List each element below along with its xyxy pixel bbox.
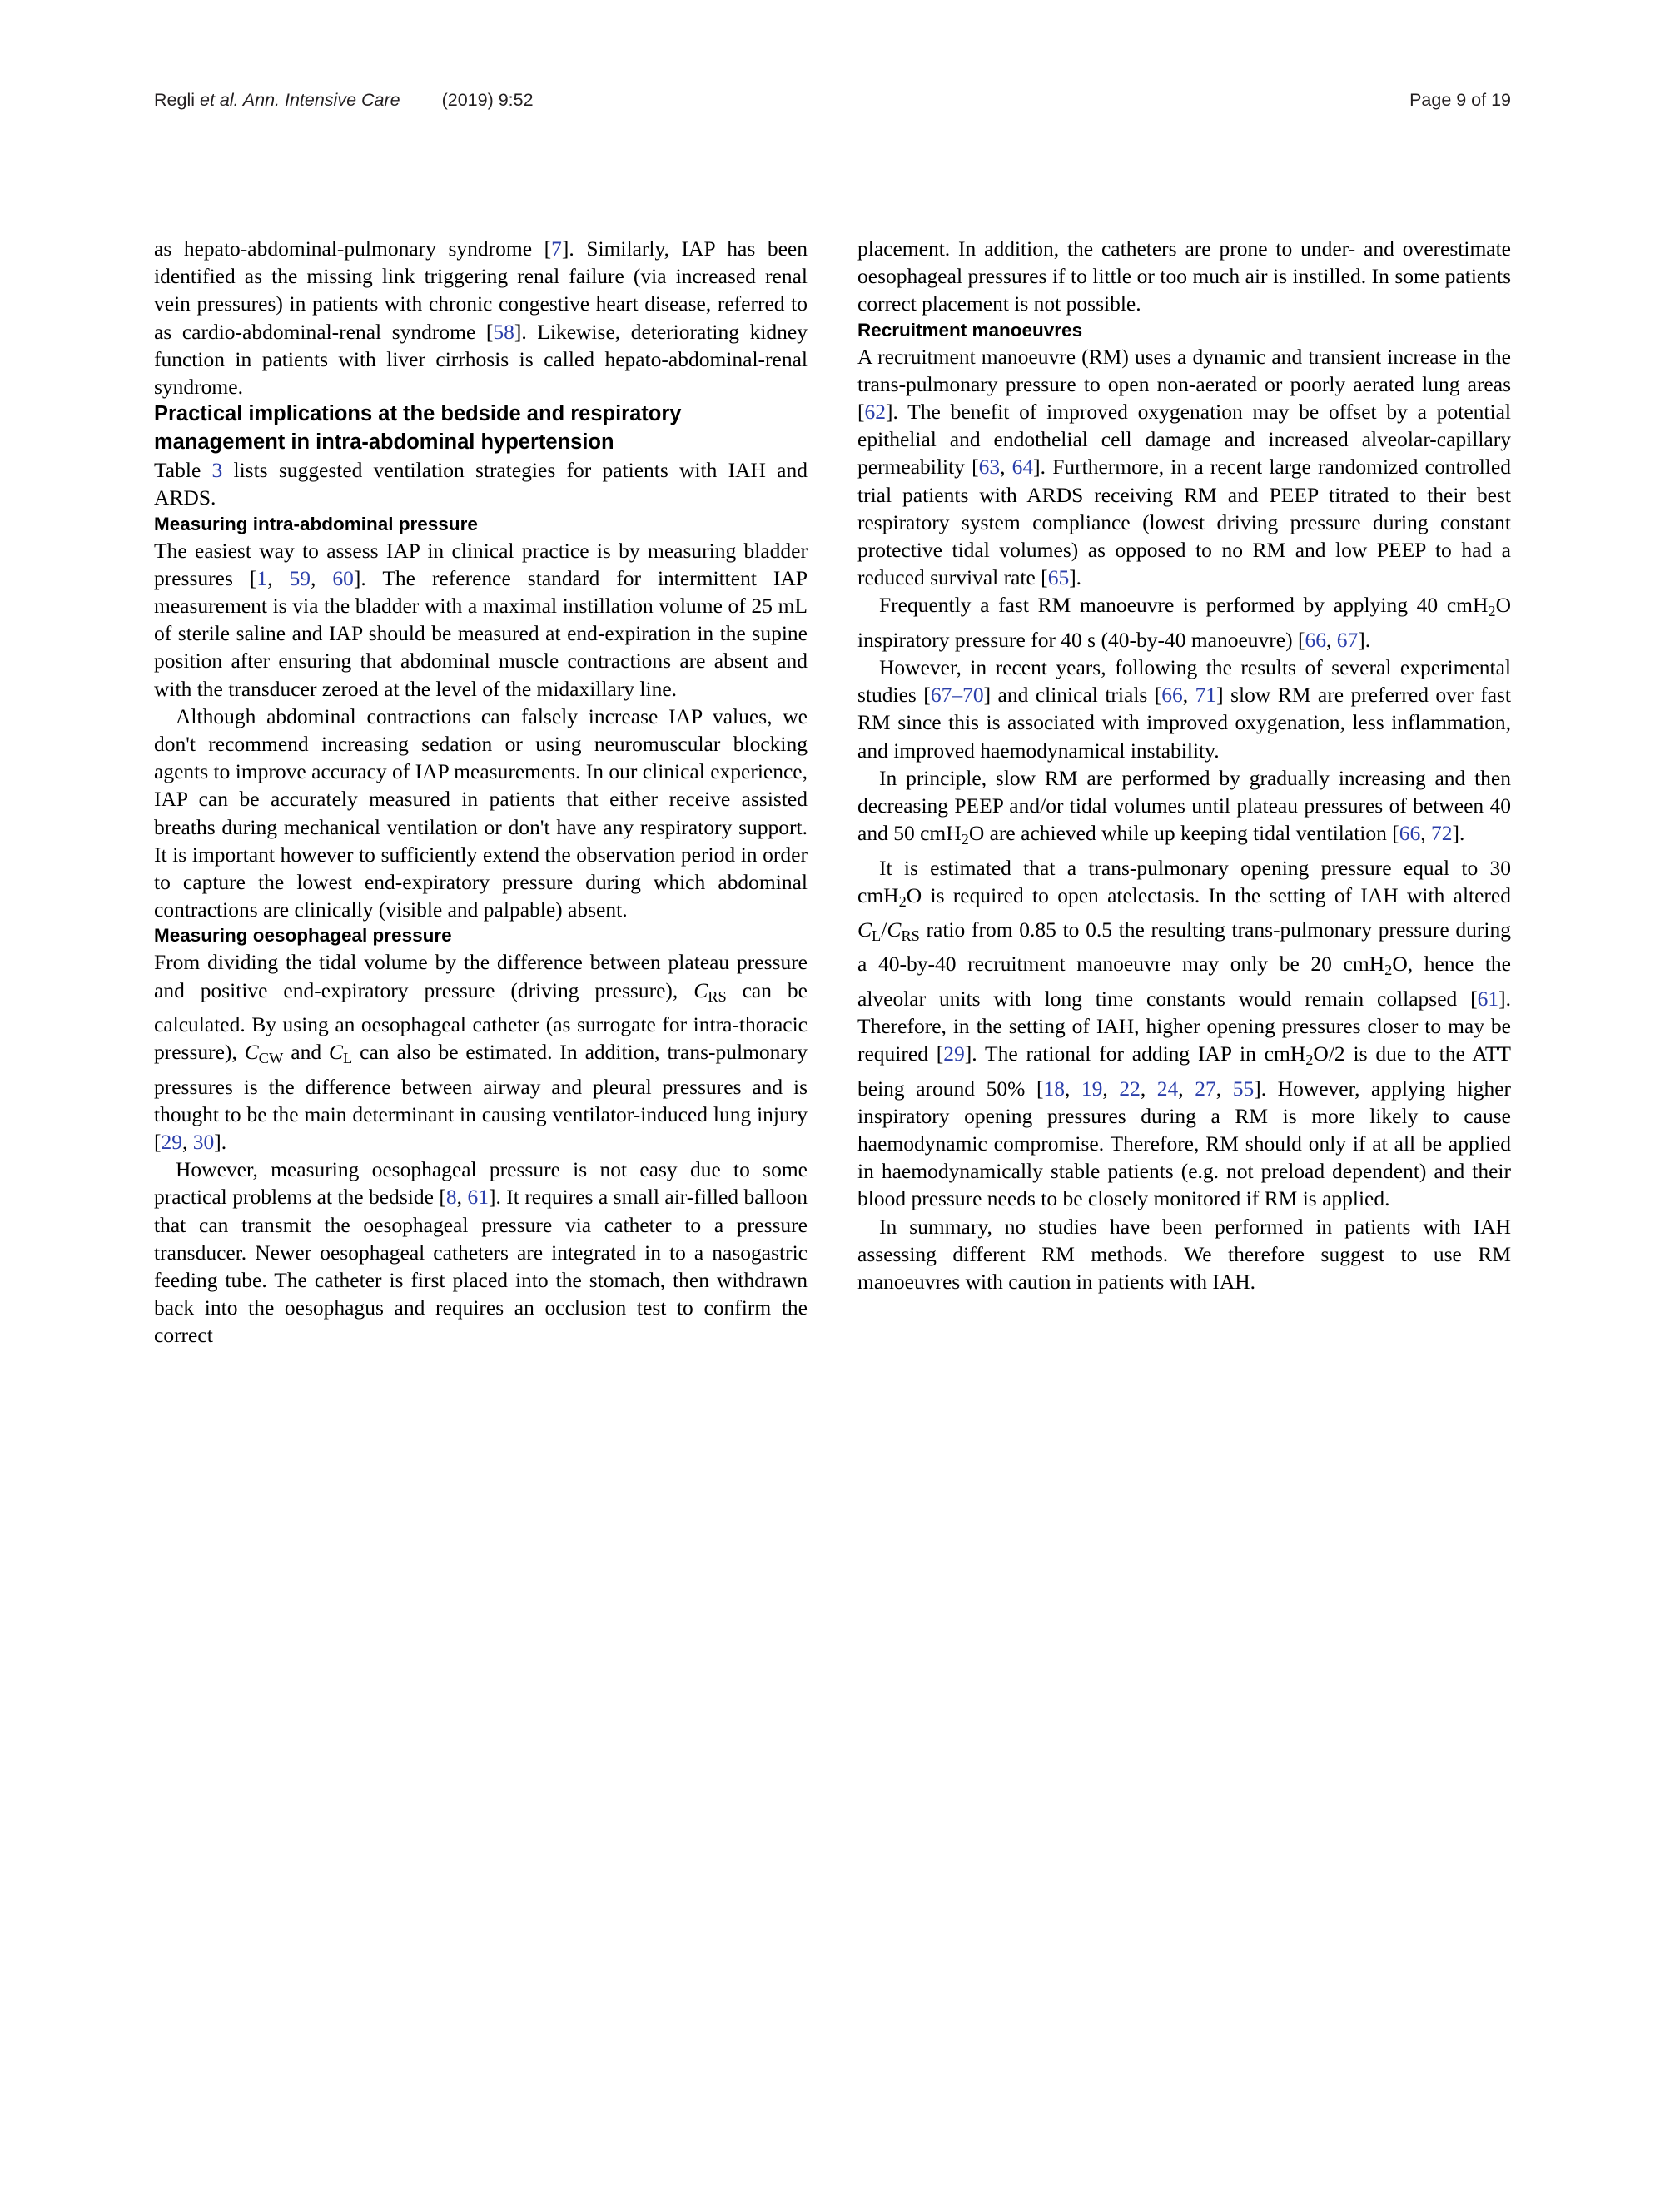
citation-link-30[interactable]: 30 xyxy=(192,1129,215,1154)
citation-link-71[interactable]: 71 xyxy=(1195,683,1217,708)
text-run: , xyxy=(456,1185,468,1210)
text-run: O is required to open atelectasis. In the setting of IAH with altered xyxy=(906,882,1511,907)
text-run: ]. Likewise, deteriorating kidney function in patients with liver cirrhosis is called hepato-abdominal-renal syndrome. xyxy=(154,319,808,400)
citation-link-59[interactable]: 59 xyxy=(289,565,311,590)
subscript-2: 2 xyxy=(1305,1051,1314,1069)
header-citation xyxy=(154,90,534,111)
text-run: , xyxy=(1000,455,1012,480)
citation-link-61[interactable]: 61 xyxy=(467,1185,489,1210)
citation-link-67[interactable]: 67 xyxy=(1336,627,1359,652)
page-header xyxy=(154,90,1511,115)
text-run: , xyxy=(1102,1076,1120,1101)
citation-link-8[interactable]: 8 xyxy=(445,1185,457,1210)
text-run: A recruitment manoeuvre (RM) uses a dynamic and transient increase in the trans-pulmonary pressure to open non-aerated or poorly aerated lung areas [ xyxy=(857,344,1511,425)
citation-link-7[interactable]: 7 xyxy=(551,236,562,261)
paragraph-placement: placement. In addition, the catheters are prone to under- and overestimate oesophageal pressures if to little or too much air is instilled. In some patients correct placement is not possible. xyxy=(857,236,1511,316)
paragraph-opening-pressure xyxy=(857,854,1511,1213)
citation-link-29[interactable]: 29 xyxy=(161,1129,182,1154)
text-run: Table xyxy=(154,458,212,483)
citation-link-19[interactable]: 19 xyxy=(1081,1076,1103,1101)
text-run: ]. It requires a small air-filled balloon that can transmit the oesophageal pressure via catheter to a pressure transducer. Newer oesophageal catheters are integrated in to a nasogastric feeding tube. The catheter is first placed into the stomach, then withdrawn back into the oesophagus and requires an occlusion test to confirm the correct xyxy=(154,1185,808,1348)
text-run: , xyxy=(182,1129,193,1154)
text-run: and xyxy=(283,1040,329,1065)
symbol-cl: C xyxy=(857,917,872,942)
header-authors: Regli xyxy=(154,90,195,110)
text-run: O/2 is due to the ATT being around 50% [ xyxy=(857,1041,1511,1101)
symbol-crs-sub: RS xyxy=(708,987,727,1005)
symbol-crs-sub: RS xyxy=(901,927,920,945)
text-run: The easiest way to assess IAP in clinical practice is by measuring bladder pressures [ xyxy=(154,538,808,590)
text-run: / xyxy=(881,917,887,942)
paragraph-abdominal-contractions: Although abdominal contractions can falsely increase IAP values, we don't recommend increasing sedation or using neuromuscular blocking agents to improve accuracy of IAP measurements. In our clinical experience, IAP can be accurately measured in patients that either receive assisted breaths during mechanical ventilation or don't have any respiratory support. It is important however to sufficiently extend the observation period in order to capture the lowest end-expiratory pressure during which abdominal contractions are clinically (visible and palpable) absent. xyxy=(154,703,808,922)
citation-link-22[interactable]: 22 xyxy=(1119,1076,1141,1101)
text-run: In principle, slow RM are performed by gradually increasing and then decreasing PEEP and/or tidal volumes until plateau pressures of between 40 and 50 cmH xyxy=(857,765,1511,846)
symbol-ccw: C xyxy=(244,1040,259,1065)
citation-link-61b[interactable]: 61 xyxy=(1477,986,1499,1011)
citation-link-65[interactable]: 65 xyxy=(1047,565,1070,590)
text-run: , xyxy=(1215,1076,1233,1101)
paragraph-driving-pressure xyxy=(154,948,808,1156)
text-run: , xyxy=(267,565,290,590)
paragraph-slow-rm-principle xyxy=(857,764,1511,854)
text-run: ]. xyxy=(1358,627,1371,652)
symbol-cl-sub: L xyxy=(872,927,882,945)
subscript-2: 2 xyxy=(961,831,969,848)
text-run: ]. The reference standard for intermittent IAP measurement is via the bladder with a maximal instillation volume of 25 mL of sterile saline and IAP should be measured at end-expiration in the supine position after ensuring that abdominal muscle contractions are absent and with the transducer zeroed at the level of the midaxillary line. xyxy=(154,565,808,701)
text-run: ]. However, applying higher inspiratory opening pressures during a RM is more likely to cause haemodynamic compromise. Therefore, RM should only if at all be applied in haemodynamically stable patients (e.g. not preload dependent) and their blood pressure needs to be closely monitored if RM is applied. xyxy=(857,1076,1511,1211)
paragraph-oesophageal-difficulty xyxy=(154,1156,808,1349)
subscript-2: 2 xyxy=(898,892,907,910)
citation-link-63[interactable]: 63 xyxy=(978,455,1001,480)
paragraph-bladder-pressure xyxy=(154,537,808,703)
paragraph-rm-definition xyxy=(857,343,1511,592)
symbol-cl: C xyxy=(329,1040,344,1065)
text-run: ]. xyxy=(1069,565,1082,590)
text-run: , xyxy=(1064,1076,1081,1101)
text-run: ]. xyxy=(1452,821,1465,846)
symbol-crs: C xyxy=(887,917,902,942)
text-run: , xyxy=(1140,1076,1157,1101)
symbol-ccw-sub: CW xyxy=(258,1050,284,1067)
text-run: Frequently a fast RM manoeuvre is performed by applying 40 cmH xyxy=(879,593,1489,618)
header-page-number: Page 9 of 19 xyxy=(1409,90,1511,110)
right-column xyxy=(857,235,1511,1350)
table-link-3[interactable]: 3 xyxy=(211,458,223,483)
subheading-measuring-iap: Measuring intra-abdominal pressure xyxy=(154,513,478,534)
text-run: ]. Therefore, in the setting of IAH, higher opening pressures closer to may be required [ xyxy=(857,986,1511,1066)
text-run: , xyxy=(1182,683,1195,708)
text-run: ]. xyxy=(214,1129,227,1154)
symbol-crs: C xyxy=(693,977,708,1002)
text-run: However, measuring oesophageal pressure is not easy due to some practical problems at the bedside [ xyxy=(154,1157,808,1210)
text-run: It is estimated that a trans-pulmonary opening pressure equal to 30 cmH xyxy=(857,855,1511,907)
subheading-measuring-oesophageal: Measuring oesophageal pressure xyxy=(154,925,452,947)
paragraph-summary: In summary, no studies have been performed in patients with IAH assessing different RM methods. We therefore suggest to use RM manoeuvres with caution in patients with IAH. xyxy=(857,1214,1511,1294)
text-run: ]. Furthermore, in a recent large randomized controlled trial patients with ARDS receiving RM and PEEP titrated to their best respiratory system compliance (lowest driving pressure during constant protective tidal volumes) as opposed to no RM and low PEEP to had a reduced survival rate [ xyxy=(857,455,1512,590)
text-run: ]. Similarly, IAP has been identified as the missing link triggering renal failure (via increased renal vein pressures) in patients with chronic congestive heart disease, referred to as cardio-abdominal-renal syndrome [ xyxy=(154,236,808,344)
citation-link-55[interactable]: 55 xyxy=(1232,1076,1255,1101)
text-run: , xyxy=(1178,1076,1195,1101)
left-column xyxy=(154,235,808,1350)
text-run: ratio from 0.85 to 0.5 the resulting trans-pulmonary pressure during a 40-by-40 recruitment manoeuvre may only be 20 cmH xyxy=(857,917,1511,977)
text-run: ] and clinical trials [ xyxy=(983,683,1162,708)
citation-link-64[interactable]: 64 xyxy=(1011,455,1034,480)
heading-practical-implications: Practical implications at the bedside and respiratory management in intra-abdominal hypertension xyxy=(154,402,682,454)
text-run: , xyxy=(1325,627,1337,652)
citation-link-66[interactable]: 66 xyxy=(1305,627,1326,652)
paragraph-hepato-abdominal xyxy=(154,235,808,400)
paragraph-fast-rm xyxy=(857,591,1511,654)
citation-link-1[interactable]: 1 xyxy=(256,565,268,590)
paragraph-table3 xyxy=(154,456,808,511)
header-journal: et al. Ann. Intensive Care xyxy=(199,90,400,110)
text-run: ] slow RM are preferred over fast RM since this is associated with improved oxygenation, less inflammation, and improved haemodynamical instability. xyxy=(857,683,1512,763)
text-run: From dividing the tidal volume by the difference between plateau pressure and positive end-expiratory pressure (driving pressure), xyxy=(154,950,808,1002)
text-run: as hepato-abdominal-pulmonary syndrome [ xyxy=(154,236,552,261)
citation-link-62[interactable]: 62 xyxy=(864,400,886,425)
text-run: ]. The rational for adding IAP in cmH xyxy=(964,1041,1306,1066)
citation-link-24[interactable]: 24 xyxy=(1156,1076,1179,1101)
citation-link-67-70[interactable]: 67–70 xyxy=(930,683,984,708)
subscript-2: 2 xyxy=(1488,603,1496,620)
citation-link-66b[interactable]: 66 xyxy=(1161,683,1183,708)
text-run: can be calculated. By using an oesophageal catheter (as surrogate for intra-thoracic pressure), xyxy=(154,977,808,1065)
citation-link-27[interactable]: 27 xyxy=(1195,1076,1216,1101)
citation-link-18[interactable]: 18 xyxy=(1043,1076,1065,1101)
symbol-cl-sub: L xyxy=(343,1050,353,1067)
paragraph-slow-rm-preferred xyxy=(857,654,1511,764)
text-run: O inspiratory pressure for 40 s (40-by-40 manoeuvre) [ xyxy=(857,593,1511,652)
citation-link-58[interactable]: 58 xyxy=(493,319,514,344)
citation-link-60[interactable]: 60 xyxy=(332,565,354,590)
text-run: O, hence the alveolar units with long time constants would remain collapsed [ xyxy=(857,952,1511,1011)
text-run: , xyxy=(1420,821,1431,846)
citation-link-72[interactable]: 72 xyxy=(1430,821,1453,846)
citation-link-29b[interactable]: 29 xyxy=(943,1041,965,1066)
header-issue: (2019) 9:52 xyxy=(441,90,534,110)
text-run: can also be estimated. In addition, trans-pulmonary pressures is the difference between airway and pleural pressures and is thought to be the main determinant in causing ventilator-induced lung injury [ xyxy=(154,1040,808,1154)
body-columns xyxy=(154,235,1511,1350)
citation-link-66c[interactable]: 66 xyxy=(1399,821,1421,846)
text-run: However, in recent years, following the results of several experimental studies [ xyxy=(857,654,1511,708)
subheading-recruitment-manoeuvres: Recruitment manoeuvres xyxy=(857,319,1083,340)
text-run: , xyxy=(311,565,333,590)
text-run: ]. The benefit of improved oxygenation may be offset by a potential epithelial and endothelial cell damage and increased alveolar-capillary permeability [ xyxy=(857,400,1511,480)
subscript-2: 2 xyxy=(1384,962,1393,979)
text-run: O are achieved while up keeping tidal ventilation [ xyxy=(968,821,1399,846)
text-run: lists suggested ventilation strategies for patients with IAH and ARDS. xyxy=(154,458,808,510)
